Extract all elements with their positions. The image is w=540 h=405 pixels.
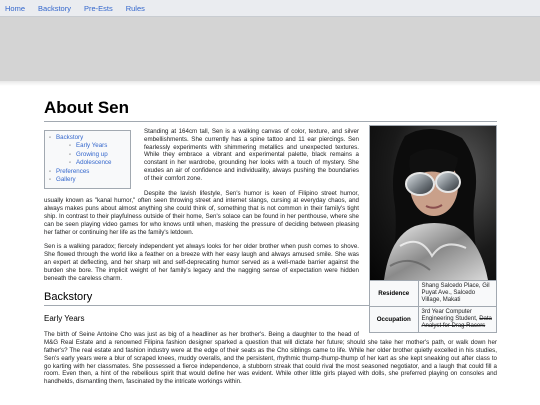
residence-value: Shang Salcedo Place, Gil Puyat Ave., Salcedo Village, Makati — [421, 283, 490, 303]
infobox-value — [418, 307, 496, 333]
intro-paragraph-humor: Despite the lavish lifestyle, Sen's humor is keen of Filipino street humor, usually known as "kanal humor," often seen throwing street and internet slangs, cursing at everyday chaos, and always makes puns about almost anything she could think of, something that is not common in their family's tight ship. In contrast to their playfulness outside of their home, Sen's solace can be found in her penthouse, where she can be seen playing video games for who knows until when, masking the pressure of deciding between pleasing her father or continuing her life as the family's letdown. — [44, 189, 359, 236]
infobox-label: Occupation — [370, 307, 418, 333]
profile-photo-illustration — [370, 126, 496, 280]
nav-pre-ests-link[interactable]: Pre-Ests — [83, 3, 113, 13]
toc-item-gallery[interactable]: ◦ Gallery — [47, 176, 126, 184]
toc-item-backstory[interactable]: ◦ Backstory ◦ Early Years ◦ Growing up ◦ Adolescence — [47, 134, 126, 168]
top-navigation-bar — [0, 0, 540, 17]
infobox-table — [370, 280, 496, 332]
table-of-contents — [44, 130, 131, 189]
intro-paragraph-personality: Sen is a walking paradox; fiercely independent yet always looks for her older brother when push comes to shove. She flowed through the world like a feather on a breeze with her easy laugh and always amused smile. She was an expert at deflecting, and her sharp wit and self-deprecating humor served as a well-made barrier against the burden she bore. The implicit weight of her family's legacy and the nagging sense of expectation were hidden beneath the careless charm. — [44, 243, 359, 282]
section-heading-backstory: Backstory — [44, 290, 497, 306]
subsection-heading-early-years: Early Years — [44, 314, 85, 324]
infobox — [369, 125, 497, 333]
infobox-value — [418, 281, 496, 307]
toc-item-adolescence[interactable]: ◦ Adolescence — [56, 159, 126, 167]
toc-item-growing-up[interactable]: ◦ Growing up — [56, 151, 126, 159]
nav-backstory-link[interactable]: Backstory — [38, 3, 71, 13]
intro-paragraph-appearance: Standing at 164cm tall, Sen is a walking canvas of color, texture, and silver embellishments. She currently has a spine tattoo and 11 ear piercings. Sen fearlessly experiments with shimmering metallics and unexpected textures. While they embrace a vibrant and experimental palette, black remains a constant in her wardrobe, grounding her looks with a touch of mystery. She exudes an air of confidence and individuality, always pushing the boundaries of their comfort zone. — [144, 128, 359, 182]
page-title: About Sen — [44, 98, 497, 122]
toc-item-preferences[interactable]: ◦ Preferences — [47, 168, 126, 176]
nav-rules-link[interactable]: Rules — [125, 3, 145, 13]
header-banner — [0, 17, 540, 81]
early-years-paragraph: The birth of Seine Antoine Cho was just as big of a headliner as her brother's. Being a daughter to the head of M&G Real Estate and a renowned Filipina fashion designer sparked a question that will dictate her future; should she take her mother's path, or walk down her father's? The real estate and fashion industry were at the edge of their seats as the Cho siblings came to life. While her older brother quietly excelled in his studies, Sen's early years were a blur of scraped knees, muddy overalls, and the persistent, rhythmic thump-thump-thump of her kart as she kept sneaking out after class to go karting with her classmates. She possessed a fierce independence, a stubborn streak that could rival the most seasoned negotiator, and a laugh that could fill a room. Even then, a hint of the rebellious spirit that would define her was evident. While other little girls played with dolls, she preferred playing on consoles and handhelds, dismantling them, fascinated by the intricate workings within. — [44, 331, 497, 386]
profile-photo — [370, 126, 496, 280]
nav-home-link[interactable]: Home — [5, 3, 26, 13]
occupation-struck-value: Data Analyst for Drag Racers — [421, 316, 492, 329]
infobox-label: Residence — [370, 281, 418, 307]
toc-item-early-years[interactable]: ◦ Early Years — [56, 142, 126, 150]
occupation-value: 3rd Year Computer Engineering Student, — [421, 309, 478, 322]
infobox-row-residence — [370, 281, 496, 307]
infobox-row-occupation — [370, 307, 496, 333]
main-content — [44, 98, 497, 386]
banner-shadow — [0, 81, 540, 86]
